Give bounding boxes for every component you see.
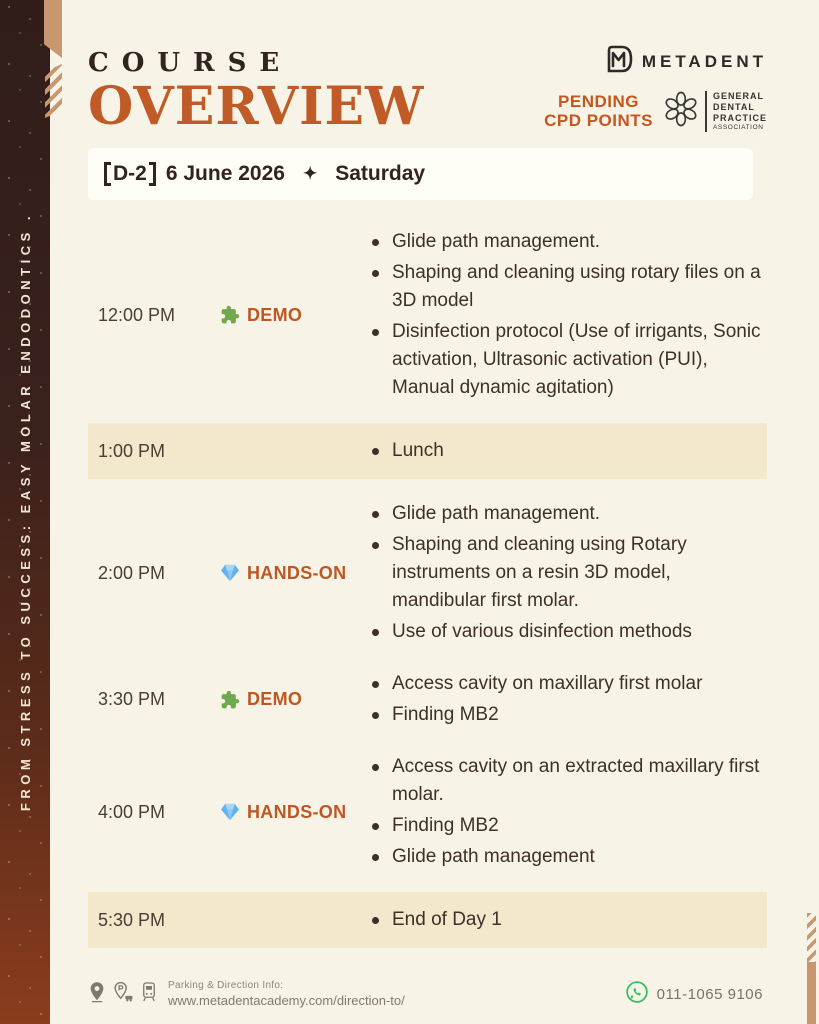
agenda-items	[370, 667, 767, 732]
badge-label: DEMO	[247, 689, 303, 709]
agenda-items	[370, 750, 767, 874]
right-bracket-decoration	[149, 162, 156, 186]
day-code: D-2	[113, 162, 147, 185]
location-pin-icon	[88, 981, 106, 1008]
agenda-item: Finding MB2	[370, 701, 767, 729]
whatsapp-icon	[625, 980, 649, 1008]
demo-badge	[220, 305, 370, 326]
star-separator-icon: ✦	[302, 164, 318, 183]
agenda-item: Shaping and cleaning using rotary files on a 3D model	[370, 259, 767, 315]
association-line: PRACTICE	[712, 113, 767, 123]
hands-on-badge	[220, 563, 370, 584]
badge-label: HANDS-ON	[247, 562, 347, 583]
agenda-item: Shaping and cleaning using Rotary instruments on a resin 3D model, mandibular first molar.	[370, 531, 767, 615]
agenda-item: Glide path management.	[370, 500, 767, 528]
agenda-items	[370, 434, 767, 468]
agenda-item: Finding MB2	[370, 812, 767, 840]
date-text: 6 June 2026	[165, 162, 285, 185]
time-cell: 3:30 PM	[98, 689, 166, 709]
agenda-item: Glide path management.	[370, 228, 767, 256]
association-line: DENTAL	[712, 102, 755, 113]
date-bar	[88, 148, 753, 200]
page-title: OVERVIEW	[88, 76, 425, 137]
schedule-row-highlighted	[88, 892, 767, 948]
agenda-item: Disinfection protocol (Use of irrigants, Sonic activation, Ultrasonic activation (PUI), Manual dynamic agitation)	[370, 318, 767, 402]
association-line: ASSOCIATION	[712, 123, 764, 131]
schedule-table	[88, 216, 767, 948]
association-logo	[663, 91, 767, 132]
badge-label: HANDS-ON	[247, 801, 347, 822]
agenda-item: Use of various disinfection methods	[370, 618, 767, 646]
agenda-items	[370, 225, 767, 405]
schedule-row	[88, 488, 767, 658]
agenda-item: Lunch	[370, 437, 767, 465]
agenda-items	[370, 497, 767, 649]
diamond-icon	[220, 564, 240, 582]
badge-label: DEMO	[247, 304, 303, 325]
parking-info-label: Parking & Direction Info:	[168, 980, 284, 991]
header	[88, 0, 767, 148]
agenda-item: End of Day 1	[370, 906, 767, 934]
direction-info-link[interactable]: www.metadentacademy.com/direction-to/	[168, 993, 405, 1008]
day-name: Saturday	[335, 162, 426, 185]
cpd-line2: CPD POINTS	[544, 110, 653, 130]
left-bracket-decoration	[104, 162, 111, 186]
tooth-flower-icon	[663, 91, 699, 132]
main-content	[50, 0, 819, 1024]
diamond-icon	[220, 803, 240, 821]
schedule-row	[88, 216, 767, 414]
cpd-status	[544, 93, 653, 130]
train-icon	[140, 981, 158, 1008]
sidebar	[0, 0, 50, 1024]
agenda-item: Access cavity on an extracted maxillary first molar.	[370, 753, 767, 809]
sidebar-tagline: FROM STRESS TO SUCCESS: EASY MOLAR ENDODONTICS .	[17, 212, 33, 812]
page-title-eyebrow: COURSE	[88, 48, 293, 78]
schedule-row	[88, 658, 767, 741]
metadent-logo-icon	[604, 44, 634, 79]
time-cell: 4:00 PM	[98, 801, 166, 822]
time-cell: 5:30 PM	[98, 909, 166, 930]
parking-pin-icon	[112, 981, 134, 1008]
time-cell: 2:00 PM	[98, 562, 166, 583]
cpd-line1: PENDING	[558, 91, 640, 111]
brand-name: METADENT	[641, 51, 767, 71]
association-line: GENERAL	[712, 91, 764, 102]
time-cell: 1:00 PM	[98, 440, 166, 461]
demo-badge	[220, 689, 370, 710]
phone-number[interactable]: 011-1065 9106	[656, 985, 763, 1003]
association-name	[705, 91, 767, 131]
schedule-row-highlighted	[88, 423, 767, 479]
top-left-stripes-decoration	[45, 64, 62, 118]
agenda-item: Access cavity on maxillary first molar	[370, 670, 767, 698]
time-cell: 12:00 PM	[98, 304, 176, 325]
puzzle-icon	[220, 690, 240, 710]
agenda-item: Glide path management	[370, 843, 767, 871]
hands-on-badge	[220, 802, 370, 823]
brand-block	[544, 44, 767, 132]
puzzle-icon	[220, 305, 240, 325]
agenda-items	[370, 903, 767, 937]
schedule-row	[88, 741, 767, 883]
footer	[88, 980, 763, 1008]
